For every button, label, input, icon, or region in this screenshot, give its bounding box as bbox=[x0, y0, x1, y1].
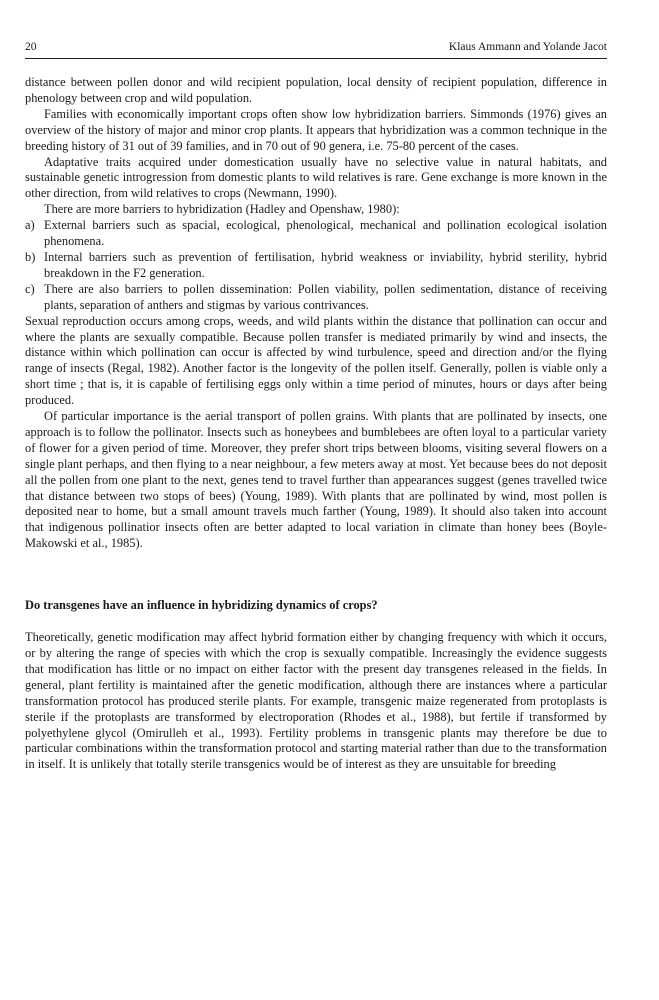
list-item bbox=[25, 250, 607, 282]
list-item bbox=[25, 218, 607, 250]
page-number: 20 bbox=[25, 41, 37, 53]
list-item bbox=[25, 282, 607, 314]
list-marker: b) bbox=[25, 249, 36, 264]
paragraph-adaptive-traits: Adaptative traits acquired under domestication usually have no selective value in natural habitats, and sustainable genetic introgression from domestic plants to wild relatives is rare. Gene exchange is more known in the other direction, from wild relatives to crops (Newmann, 1990). bbox=[25, 154, 607, 201]
paragraph-barriers-intro: There are more barriers to hybridization (Hadley and Openshaw, 1980): bbox=[44, 202, 400, 217]
section-heading: Do transgenes have an influence in hybridizing dynamics of crops? bbox=[25, 598, 378, 613]
list-item-text: External barriers such as spacial, ecological, phenological, mechanical and pollination ecological isolation phenomena. bbox=[44, 218, 607, 249]
paragraph-continuation: distance between pollen donor and wild recipient population, local density of recipient population, difference in phenology between crop and wild population. bbox=[25, 75, 607, 105]
list-item-text: Internal barriers such as prevention of fertilisation, hybrid weakness or inviability, hybrid sterility, hybrid breakdown in the F2 generation. bbox=[44, 249, 607, 280]
paragraph-crop-families: Families with economically important crops often show low hybridization barriers. Simmonds (1976) gives an overview of the history of major and minor crop plants. It appears that hybridization was a common technique in the breeding history of 31 out of 39 families, and in 70 out of 90 genera, i.e. 75-80 percent of the cases. bbox=[25, 106, 607, 153]
paragraph-transgenes: Theoretically, genetic modification may affect hybrid formation either by changing frequency with which it occurs, or by altering the range of species with which the crop is sexually compatible. Increasingly the evidence suggests that modification has little or no impact on either factor with the present day transgenes released in the fields. In general, plant fertility is maintained after the genetic modification, although there are instances where a particular transformation protocol has produced sterile plants. For example, transgenic maize regenerated from protoplasts is sterile if the protoplasts are transformed by electroporation (Rhodes et al., 1988), but fertile if transformed by polyethylene glycol (Omirulleh et al., 1993). Fertility problems in transgenic plants may therefore be due to particular combinations within the transformation protocol and starting material rather than due to the transformation in itself. It is unlikely that totally sterile transgenics would be of interest as they are unsuitable for breeding bbox=[25, 630, 607, 772]
header-authors: Klaus Ammann and Yolande Jacot bbox=[448, 41, 607, 53]
body-text bbox=[25, 75, 607, 773]
list-marker: c) bbox=[25, 281, 35, 296]
running-header bbox=[25, 40, 607, 59]
list-marker: a) bbox=[25, 218, 35, 233]
paragraph-aerial-transport: Of particular importance is the aerial transport of pollen grains. With plants that are pollinated by insects, one approach is to follow the pollinator. Insects such as honeybees and bumblebees are often loyal to a particular variety of flower for a given period of time. Moreover, they prefer short trips between blooms, visiting several flowers on a single plant perhaps, and then flying to a near neighbour, a few meters away at most. Yet because bees do not deposit all the pollen from one plant to the next, genes tend to travel further than appearances suggest (genes travelled twice that distance between two stops of bees) (Young, 1989). With plants that are pollinated by wind, most pollen is deposited near to home, but a small amount travels much farther (Young, 1989). It should also taken into account that indigenous pollinatior insects often are better adapted to local variation in climate than honey bees (Boyle-Makowski et al., 1985). bbox=[25, 409, 607, 551]
list-item-text: There are also barriers to pollen dissemination: Pollen viability, pollen sedimentation, distance of receiving plants, separation of anthers and stigmas by various contrivances. bbox=[44, 281, 607, 312]
paragraph-sexual-reproduction: Sexual reproduction occurs among crops, weeds, and wild plants within the distance that pollination can occur and where the plants are sexually compatible. Because pollen transfer is mediated primarily by wind and insects, the distance within which pollination can occur is affected by wind turbulence, speed and direction and/or the flying range of insects (Regal, 1982). Another factor is the longevity of the pollen itself. Generally, pollen is viable only a short time ; that is, it is capable of fertilising eggs only within a time period of minutes, hours or days after being produced. bbox=[25, 313, 607, 408]
barrier-list bbox=[25, 218, 607, 313]
